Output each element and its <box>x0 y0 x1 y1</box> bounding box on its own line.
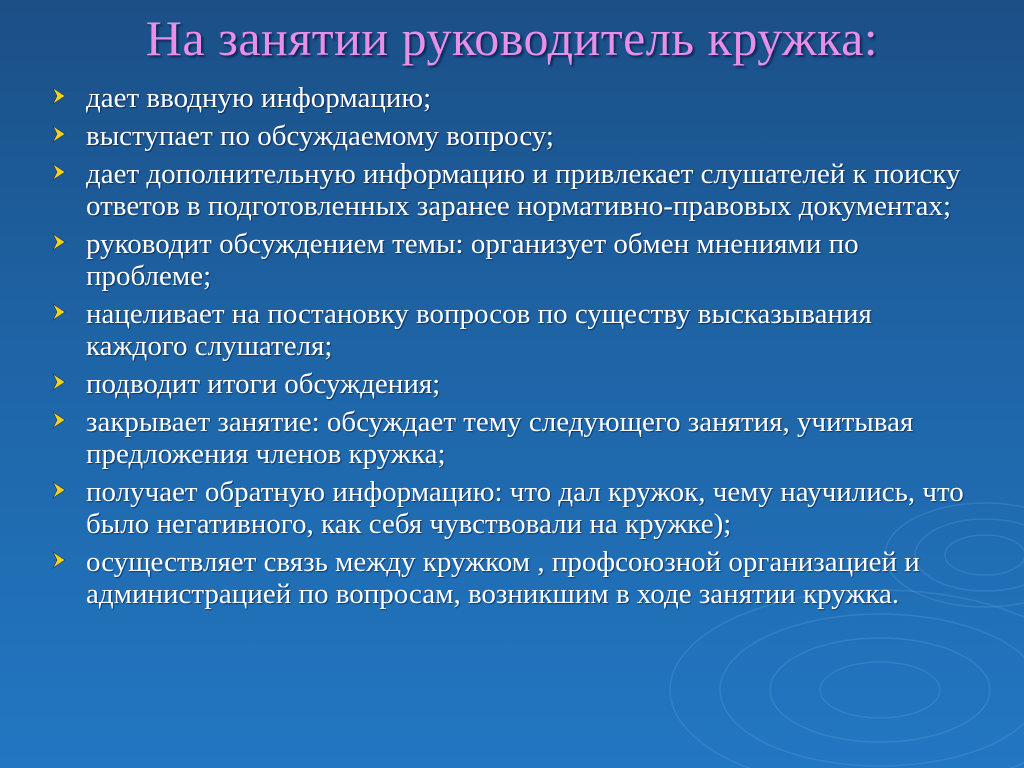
arrowhead-bullet-icon <box>50 300 68 324</box>
bullet-item <box>48 298 978 362</box>
bullet-item <box>48 546 978 610</box>
bullet-text: нацеливает на постановку вопросов по существу высказывания каждого слушателя; <box>86 298 872 362</box>
bullet-item <box>48 228 978 292</box>
bullet-list <box>48 82 978 616</box>
arrowhead-bullet-icon <box>50 408 68 432</box>
bullet-text: осуществляет связь между кружком , профсоюзной организацией и администрацией по вопросам, возникшим в ходе занятии кружка. <box>86 546 920 610</box>
bullet-text: дает дополнительную информацию и привлекает слушателей к поиску ответов в подготовленных заранее нормативно-правовых документах; <box>86 158 961 222</box>
arrowhead-bullet-icon <box>50 122 68 146</box>
arrowhead-bullet-icon <box>50 548 68 572</box>
bullet-text: руководит обсуждением темы: организует обмен мнениями по проблеме; <box>86 228 859 292</box>
slide-title: На занятии руководитель кружка: <box>145 10 879 66</box>
bullet-text: подводит итоги обсуждения; <box>86 368 441 400</box>
arrowhead-bullet-icon <box>50 84 68 108</box>
arrowhead-bullet-icon <box>50 370 68 394</box>
bullet-text: дает вводную информацию; <box>86 82 432 114</box>
bullet-text: получает обратную информацию: что дал кружок, чему научились, что было негативного, как себя чувствовали на кружке); <box>86 476 964 540</box>
arrowhead-bullet-icon <box>50 478 68 502</box>
bullet-item <box>48 158 978 222</box>
bullet-item <box>48 476 978 540</box>
bullet-item <box>48 82 978 114</box>
bullet-item <box>48 120 978 152</box>
bullet-text: выступает по обсуждаемому вопросу; <box>86 120 554 152</box>
arrowhead-bullet-icon <box>50 160 68 184</box>
arrowhead-bullet-icon <box>50 230 68 254</box>
bullet-item <box>48 368 978 400</box>
bullet-item <box>48 406 978 470</box>
bullet-text: закрывает занятие: обсуждает тему следующего занятия, учитывая предложения членов кружка; <box>86 406 914 470</box>
